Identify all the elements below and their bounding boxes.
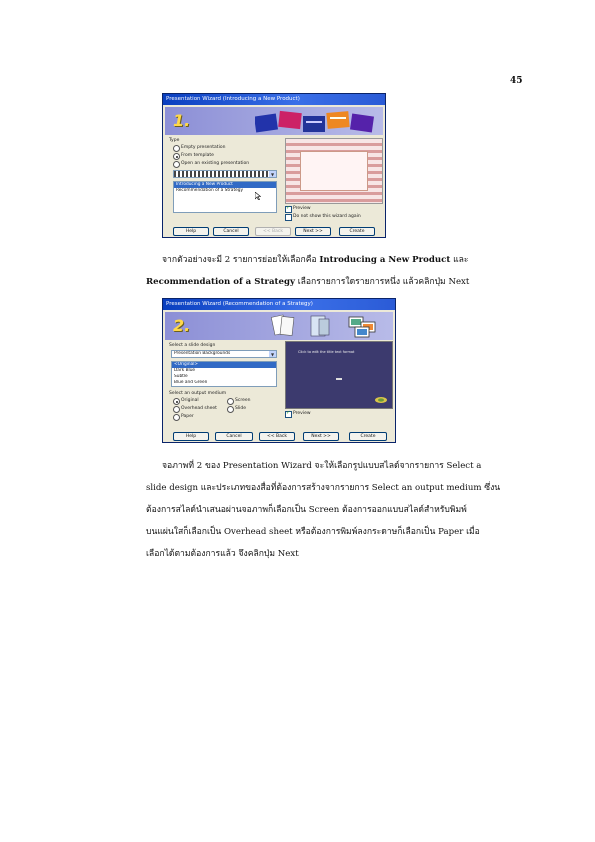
radio-slide[interactable] xyxy=(227,406,234,413)
template-thumbnails-icon xyxy=(255,109,377,133)
next-button[interactable]: Next >> xyxy=(303,432,339,441)
back-button[interactable]: << Back xyxy=(255,227,291,236)
design-list[interactable] xyxy=(171,361,277,387)
cancel-button[interactable]: Cancel xyxy=(215,432,253,441)
output-media-icon xyxy=(269,313,389,339)
paragraph-2-line-1: จอภาพที่ 2 ของ Presentation Wizard จะให้เลือกรูปแบบสไลด์จากรายการ Select a xyxy=(162,461,482,471)
list-item[interactable]: Dark Blue xyxy=(174,368,196,373)
preview-checkbox[interactable] xyxy=(285,206,292,213)
paragraph-2-line-4: บนแผ่นใสก็เลือกเป็น Overhead sheet หรือต้องการพิมพ์ลงกระดาษก็เลือกเป็น Paper เมื่อ xyxy=(146,527,480,537)
radio-from-template[interactable] xyxy=(173,153,180,160)
product-name: Introducing a New Product xyxy=(319,255,451,265)
paragraph-2 xyxy=(146,455,528,565)
preview-checkbox[interactable] xyxy=(285,411,292,418)
radio-label-screen: Screen xyxy=(235,398,251,403)
text: เลือกรายการใดรายการหนึ่ง แล้วคลิกปุ่ม Next xyxy=(297,277,470,287)
step-number: 2. xyxy=(173,316,191,335)
paragraph-1-line-1 xyxy=(162,249,528,271)
radio-label-open: Open an existing presentation xyxy=(181,161,250,166)
slide-preview xyxy=(285,138,383,204)
dropdown-value: Presentation Backgrounds xyxy=(174,351,231,356)
list-item[interactable]: Recommendation of a Strategy xyxy=(176,188,244,193)
radio-label-paper: Paper xyxy=(181,414,194,419)
next-button[interactable]: Next >> xyxy=(295,227,331,236)
paragraph-2-line-2: slide design และประเภทของสื่อที่ต้องการสร้างจากรายการ Select an output medium ซึ่งน xyxy=(146,483,501,493)
mouse-pointer-icon xyxy=(255,192,261,200)
type-label: Type xyxy=(169,138,180,143)
create-button[interactable]: Create xyxy=(349,432,387,441)
wizard-banner xyxy=(165,107,383,135)
radio-label-original: Original xyxy=(181,398,199,403)
create-button[interactable]: Create xyxy=(339,227,375,236)
template-category-dropdown[interactable] xyxy=(173,170,277,178)
dialog-title-bar[interactable]: Presentation Wizard (Introducing a New Product) xyxy=(163,94,385,105)
preview-body-mark xyxy=(336,378,342,380)
radio-label-slide: Slide xyxy=(235,406,246,411)
radio-label-template: From template xyxy=(181,153,214,158)
paragraph-2-line-3: ต้องการสไลด์นำเสนอผ่านจอภาพก็เลือกเป็น Screen ต้องการออกแบบสไลด์สำหรับพิมพ์ xyxy=(146,505,467,515)
list-item[interactable]: <Original> xyxy=(172,362,276,368)
dont-show-checkbox-label: Do not show this wizard again xyxy=(293,214,361,219)
wizard-dialog-step-2 xyxy=(162,298,396,443)
preview-slide-card xyxy=(300,151,368,191)
dont-show-checkbox[interactable] xyxy=(285,214,292,221)
chevron-down-icon[interactable]: ▼ xyxy=(270,352,275,357)
radio-overhead-sheet[interactable] xyxy=(173,406,180,413)
chevron-down-icon[interactable]: ▼ xyxy=(270,172,275,177)
slide-design-label: Select a slide design xyxy=(169,343,216,348)
radio-screen[interactable] xyxy=(227,398,234,405)
radio-empty-presentation[interactable] xyxy=(173,145,180,152)
preview-title-text: Click to edit the title text format xyxy=(298,350,355,354)
dialog-title-bar[interactable]: Presentation Wizard (Recommendation of a Strategy) xyxy=(163,299,395,310)
help-button[interactable]: Help xyxy=(173,227,209,236)
design-category-dropdown[interactable] xyxy=(171,350,277,358)
template-list[interactable] xyxy=(173,181,277,213)
slide-preview xyxy=(285,341,393,409)
preview-checkbox-label: Preview xyxy=(293,206,311,211)
help-button[interactable]: Help xyxy=(173,432,209,441)
text: และ xyxy=(453,255,469,265)
strategy-name: Recommendation of a Strategy xyxy=(146,277,295,287)
output-medium-label: Select an output medium xyxy=(169,391,227,396)
wizard-banner xyxy=(165,312,393,340)
radio-label-empty: Empty presentation xyxy=(181,145,226,150)
logo-icon xyxy=(374,396,388,404)
list-item[interactable]: Blue and Green xyxy=(174,380,208,385)
step-number: 1. xyxy=(173,111,191,130)
list-item[interactable]: Subtle xyxy=(174,374,188,379)
radio-open-existing[interactable] xyxy=(173,161,180,168)
radio-label-overhead: Overhead sheet xyxy=(181,406,217,411)
page-number: 45 xyxy=(510,76,523,86)
wizard-dialog-step-1 xyxy=(162,93,386,238)
radio-paper[interactable] xyxy=(173,414,180,421)
back-button[interactable]: << Back xyxy=(259,432,295,441)
preview-checkbox-label: Preview xyxy=(293,411,311,416)
list-item[interactable]: Introducing a New Product xyxy=(174,182,276,188)
text: จากตัวอย่างจะมี 2 รายการย่อยให้เลือกคือ xyxy=(162,255,317,265)
paragraph-1-line-2 xyxy=(146,271,528,293)
radio-original[interactable] xyxy=(173,398,180,405)
cancel-button[interactable]: Cancel xyxy=(213,227,249,236)
paragraph-2-line-5: เลือกได้ตามต้องการแล้ว จึงคลิกปุ่ม Next xyxy=(146,549,299,559)
